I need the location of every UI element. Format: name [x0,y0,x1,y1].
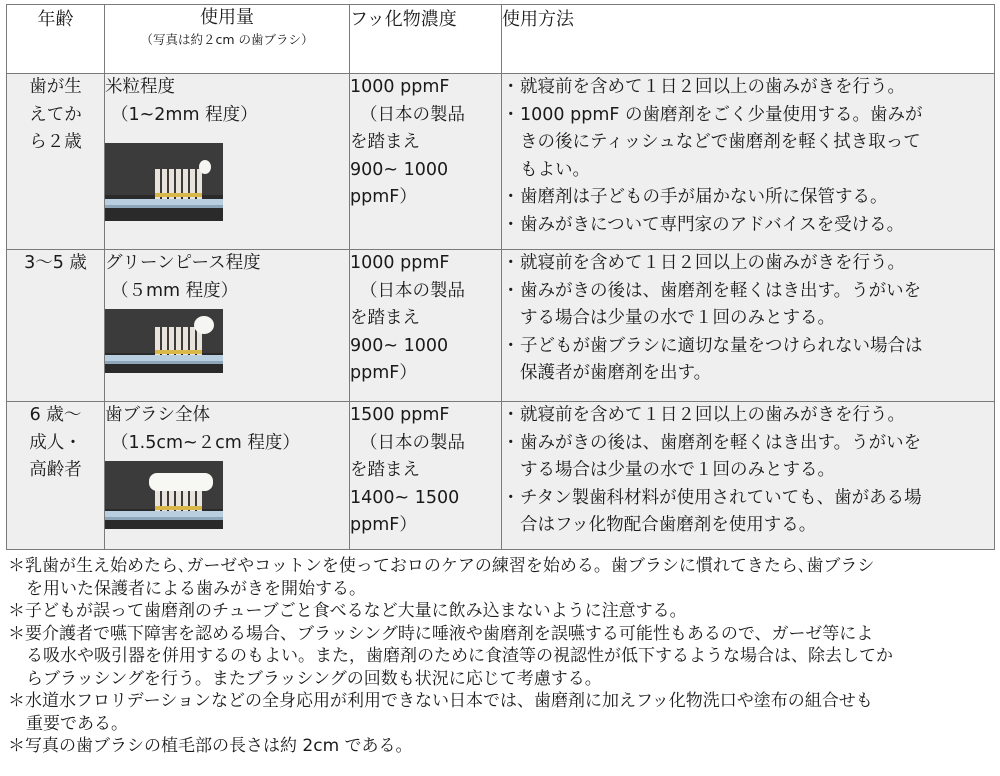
method-item [502,212,994,240]
method-text: 合はフッ化物配合歯磨剤を使用する。 [520,515,817,535]
header-amount-label: 使用量 [200,7,254,28]
method-text: 歯みがきの後は、歯磨剤を軽くはき出す。うがいを [520,280,922,301]
method-text: 歯みがきの後は、歯磨剤を軽くはき出す。うがいを [520,432,922,453]
header-method: 使用方法 [502,5,995,74]
bullet: ・ [502,335,520,356]
footnote-line: 重要である。 [26,713,128,734]
method-item [502,74,994,102]
method-text: する場合は少量の水で１回のみとする。 [520,460,835,480]
age-line: 歯が生 [29,77,82,97]
bullet: ・ [502,280,520,301]
concentration-line: 900~ 1000 [350,335,449,356]
bullet: ・ [502,432,520,453]
toothbrush-photo-rice-grain [105,143,223,221]
amount-label: グリーンピース程度 [105,253,261,273]
method-item [502,485,994,540]
method-text: 歯みがきについて専門家のアドバイスを受ける。 [520,214,905,235]
age-line: 高齢者 [29,460,82,480]
method-text: 就寝前を含めて１日２回以上の歯みがきを行う。 [520,253,905,273]
concentration-line: ppmF） [350,363,417,383]
method-cell [502,74,995,250]
age-line: えてか [29,104,82,125]
method-cell [502,402,995,550]
method-item [502,402,994,430]
footnote [8,735,994,758]
table-row [7,402,995,550]
table-header-row [7,5,995,74]
toothbrush-photo-full-head [105,461,223,529]
concentration-line: （日本の製品 [360,104,465,125]
age-cell [7,402,105,550]
amount-label: 米粒程度 [105,77,175,97]
method-text: する場合は少量の水で１回のみとする。 [520,308,835,328]
method-text: 1000 ppmF の歯磨剤をごく少量使用する。歯みが [520,104,923,125]
method-item [502,250,994,278]
method-text: 就寝前を含めて１日２回以上の歯みがきを行う。 [520,77,905,97]
amount-cell [105,402,350,550]
method-item [502,102,994,185]
header-amount [105,5,350,74]
age-line: 3〜5 歳 [24,253,87,273]
bullet: ・ [502,187,520,207]
age-line: ら２歳 [29,132,82,152]
method-cell [502,250,995,402]
concentration-line: ppmF） [350,515,417,535]
footnote-line: ＊写真の歯ブラシの植毛部の長さは約 2cm である。 [8,736,413,756]
footnote-line: らブラッシングを行う。またブラッシングの回数も状況に応じて考慮する。 [26,668,602,689]
bullet: ・ [502,77,520,97]
age-cell [7,74,105,250]
concentration-line: を踏まえ [350,308,420,328]
footnotes [8,555,994,758]
method-text: もよい。 [520,159,590,180]
footnote-line: ＊乳歯が生え始めたら､ガーゼやコットンを使っておロのケアの練習を始める。歯ブラシに慣れてきたら､歯ブラシ [8,556,875,576]
amount-cell [105,74,350,250]
bullet: ・ [502,405,520,425]
bullet: ・ [502,214,520,235]
concentration-line: （日本の製品 [360,280,465,301]
amount-cell [105,250,350,402]
fluoride-table [6,4,995,550]
method-text: きの後にティッシュなどで歯磨剤を軽く拭き取って [520,132,921,152]
method-text: 子どもが歯ブラシに適切な量をつけられない場合は [520,335,923,356]
method-item [502,333,994,388]
concentration-line: ppmF） [350,187,417,207]
footnote [8,600,994,623]
table-row [7,250,995,402]
amount-detail: （1.5cm~２cm 程度） [111,432,300,453]
age-line: 6 歳〜 [29,405,82,425]
header-amount-sub: （写真は約２cm の歯ブラシ） [140,32,314,47]
amount-detail: （５mm 程度） [111,280,239,301]
amount-detail: （1~2mm 程度） [111,104,258,125]
method-text: チタン製歯科材料が使用されていても、歯がある場 [520,487,922,508]
concentration-line: 1000 ppmF [350,253,450,273]
method-text: 保護者が歯磨剤を出す。 [520,363,712,383]
table-row [7,74,995,250]
concentration-line: 1400~ 1500 [350,487,460,508]
method-text: 歯磨剤は子どもの手が届かない所に保管する。 [520,187,888,207]
method-item [502,278,994,333]
method-text: 就寝前を含めて１日２回以上の歯みがきを行う。 [520,405,905,425]
age-cell [7,250,105,402]
footnote-line: ＊水道水フロリデーションなどの全身応用が利用できない日本では、歯磨剤に加えフッ化物洗口や塗布の組合せも [8,691,873,711]
footnote [8,623,994,691]
header-concentration: フッ化物濃度 [350,5,502,74]
header-age: 年齢 [7,5,105,74]
concentration-cell [350,250,502,402]
bullet: ・ [502,104,520,125]
amount-label: 歯ブラシ全体 [105,405,210,425]
footnote-line: ＊要介護者で嚥下障害を認める場合、ブラッシング時に唾液や歯磨剤を誤嚥する可能性もあるので、ガーゼ等によ [8,623,874,644]
age-line: 成人・ [29,432,82,453]
footnote-line: る吸水や吸引器を併用するのもよい。また，歯磨剤のために食渣等の視認性が低下するような場合は、除去してか [26,646,893,666]
concentration-line: 900~ 1000 [350,159,449,180]
concentration-line: を踏まえ [350,460,420,480]
toothbrush-photo-green-pea [105,309,223,373]
concentration-cell [350,402,502,550]
footnote-line: ＊子どもが誤って歯磨剤のチューブごと食べるなど大量に飲み込まないように注意する。 [8,601,687,621]
footnote [8,690,994,735]
footnote-line: を用いた保護者による歯みがきを開始する。 [26,578,366,599]
concentration-cell [350,74,502,250]
bullet: ・ [502,253,520,273]
concentration-line: （日本の製品 [360,432,465,453]
method-item [502,184,994,212]
concentration-line: を踏まえ [350,132,420,152]
concentration-line: 1500 ppmF [350,405,450,425]
bullet: ・ [502,487,520,508]
method-item [502,430,994,485]
concentration-line: 1000 ppmF [350,77,450,97]
footnote [8,555,994,600]
